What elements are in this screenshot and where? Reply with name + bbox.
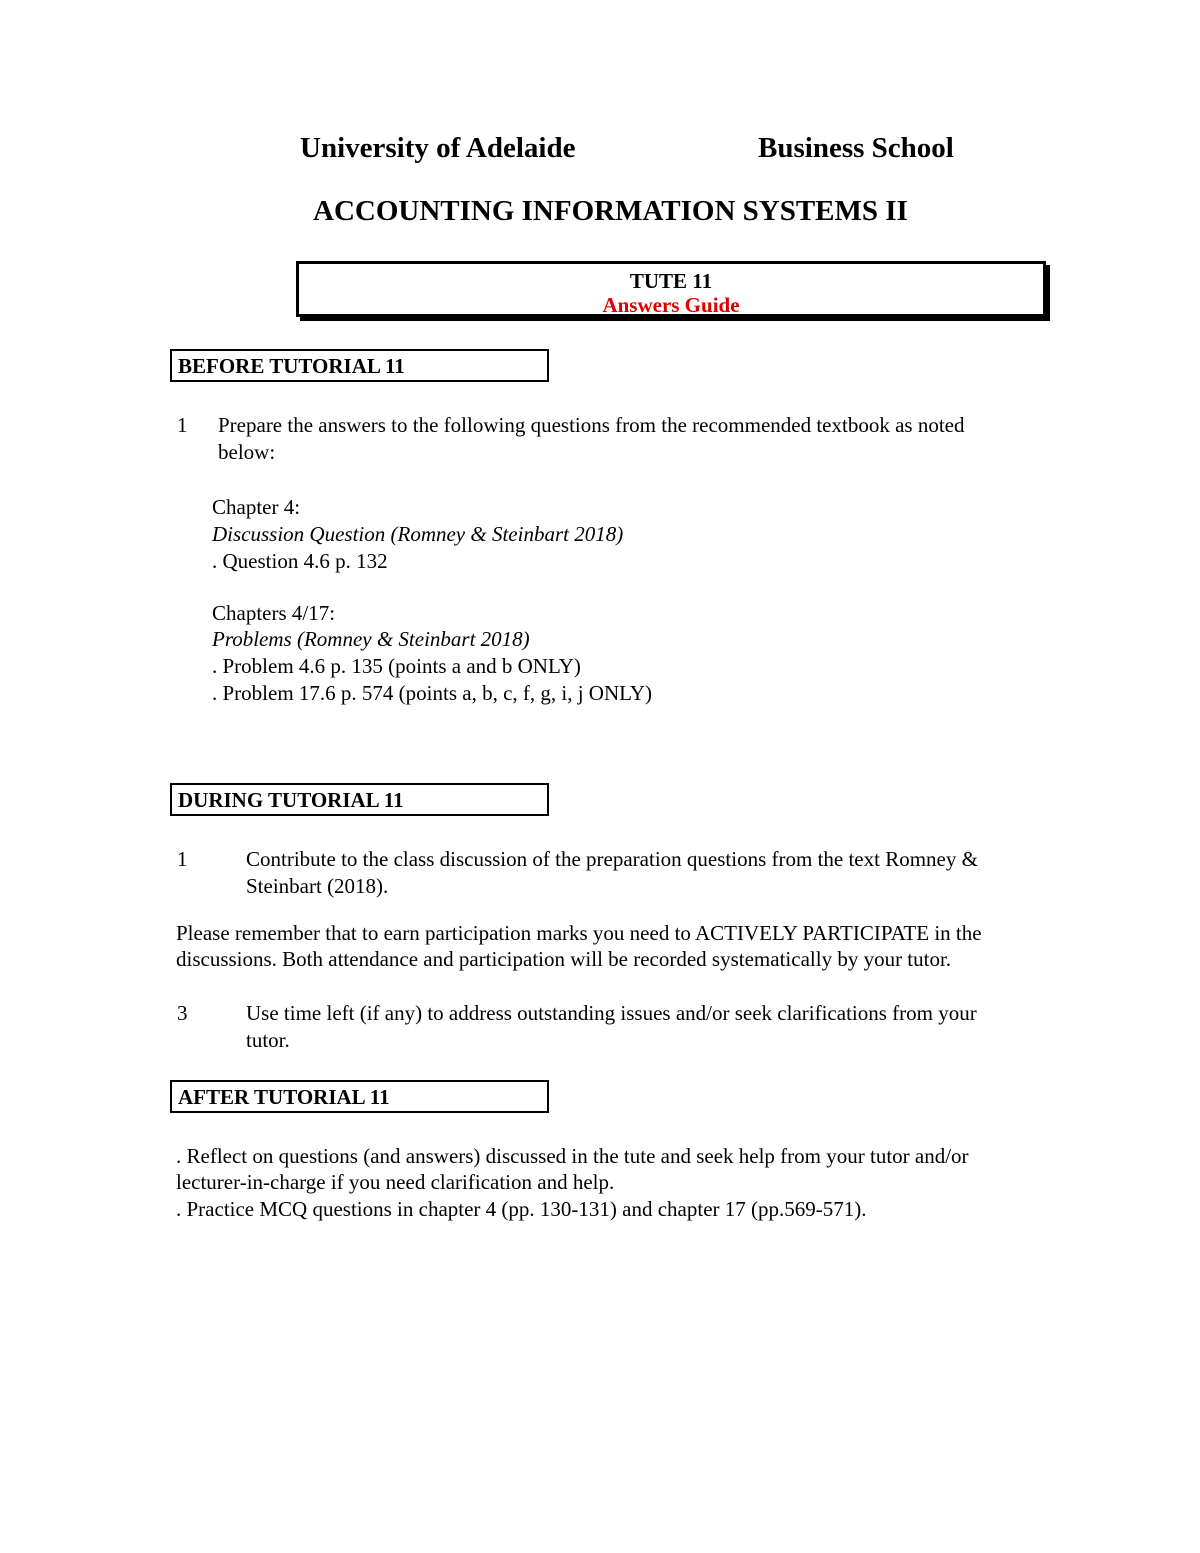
school-name: Business School (758, 132, 954, 164)
during-item3-line1: Use time left (if any) to address outstanding issues and/or seek clarifications from your (246, 1001, 977, 1025)
chapter4-source: Discussion Question (Romney & Steinbart 2018) (212, 522, 624, 546)
chapter4-question: . Question 4.6 p. 132 (212, 549, 388, 573)
after-line1: . Reflect on questions (and answers) discussed in the tute and seek help from your tutor and/or (176, 1144, 969, 1168)
during-item1-line1: Contribute to the class discussion of the preparation questions from the text Romney & (246, 847, 978, 871)
after-line3: . Practice MCQ questions in chapter 4 (pp. 130-131) and chapter 17 (pp.569-571). (176, 1197, 867, 1221)
chapters-4-17-source: Problems (Romney & Steinbart 2018) (212, 627, 530, 651)
after-heading: AFTER TUTORIAL 11 (170, 1080, 549, 1113)
during-item3-line2: tutor. (246, 1028, 290, 1052)
university-name: University of Adelaide (300, 132, 576, 164)
during-item1-line2: Steinbart (2018). (246, 874, 389, 898)
chapters-4-17-label: Chapters 4/17: (212, 601, 336, 625)
tute-subtitle: Answers Guide (602, 293, 740, 317)
tute-title: TUTE 11 (629, 269, 713, 293)
during-item3-number: 3 (177, 1001, 188, 1025)
participation-note-line1: Please remember that to earn participation marks you need to ACTIVELY PARTICIPATE in the (176, 921, 982, 945)
participation-note-line2: discussions. Both attendance and participation will be recorded systematically by your tutor. (176, 947, 952, 971)
before-item-number: 1 (177, 413, 188, 437)
chapter4-label: Chapter 4: (212, 495, 301, 519)
before-heading: BEFORE TUTORIAL 11 (170, 349, 549, 382)
tute-title-box (296, 261, 1046, 317)
after-line2: lecturer-in-charge if you need clarification and help. (176, 1170, 615, 1194)
course-title: ACCOUNTING INFORMATION SYSTEMS II (313, 195, 908, 227)
during-item1-number: 1 (177, 847, 188, 871)
during-heading: DURING TUTORIAL 11 (170, 783, 549, 816)
problem-4-6: . Problem 4.6 p. 135 (points a and b ONLY) (212, 654, 581, 678)
problem-17-6: . Problem 17.6 p. 574 (points a, b, c, f, g, i, j ONLY) (212, 681, 653, 705)
before-item-line2: below: (218, 440, 276, 464)
before-item-line1: Prepare the answers to the following questions from the recommended textbook as noted (218, 413, 965, 437)
